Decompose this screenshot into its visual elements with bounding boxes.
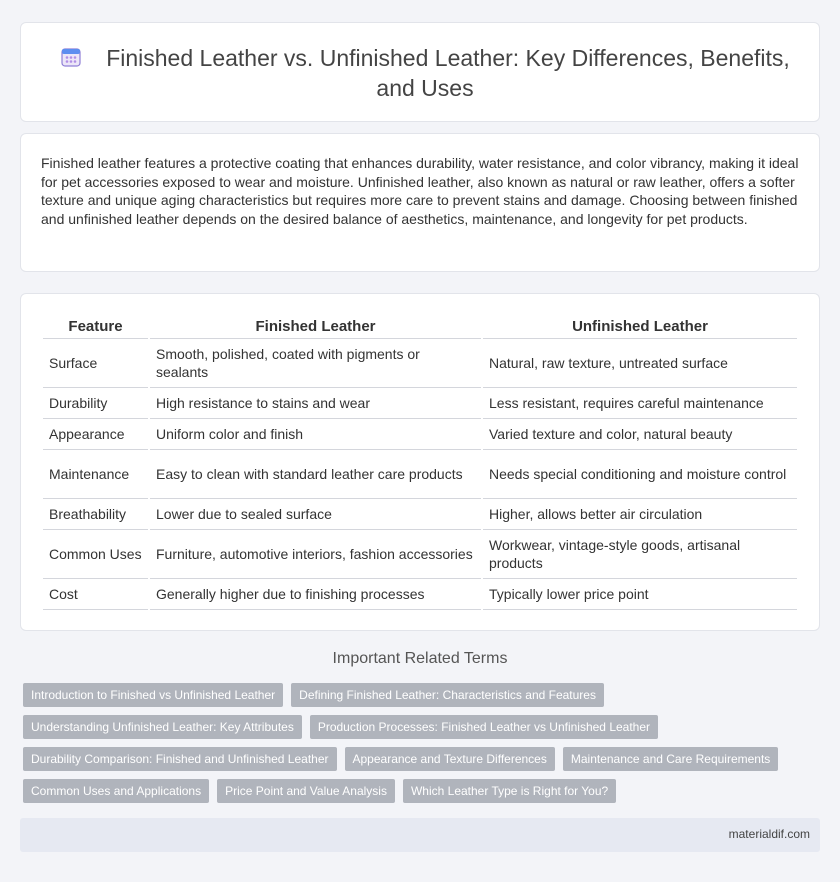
header-finished: Finished Leather — [150, 314, 481, 339]
finished-cell: Smooth, polished, coated with pigments or sealants — [150, 339, 481, 388]
finished-cell: Lower due to sealed surface — [150, 499, 481, 530]
related-term-tag[interactable]: Understanding Unfinished Leather: Key Attributes — [23, 715, 302, 739]
intro-paragraph: Finished leather features a protective coating that enhances durability, water resistance, and color vibrancy, making it ideal for pet accessories exposed to wear and moisture. Unfinished leather, also known as natural or raw leather, offers a softer texture and unique aging characteristics but requires more care to prevent stains and damage. Choosing between finished and unfinished leather depends on the desired balance of aesthetics, maintenance, and longevity for pet products. — [41, 155, 799, 227]
table-header-row — [43, 314, 797, 339]
tag-row — [23, 747, 813, 771]
footer — [20, 818, 820, 852]
related-term-tag[interactable]: Common Uses and Applications — [23, 779, 209, 803]
unfinished-cell: Less resistant, requires careful maintenance — [483, 388, 797, 419]
unfinished-cell: Natural, raw texture, untreated surface — [483, 339, 797, 388]
table-row — [43, 450, 797, 499]
tag-row — [23, 715, 813, 739]
feature-cell: Common Uses — [43, 530, 148, 579]
related-term-tag[interactable]: Production Processes: Finished Leather vs Unfinished Leather — [310, 715, 658, 739]
table-row — [43, 579, 797, 610]
related-term-tag[interactable]: Maintenance and Care Requirements — [563, 747, 778, 771]
footer-site[interactable]: materialdif.com — [728, 827, 810, 841]
unfinished-cell: Needs special conditioning and moisture control — [483, 450, 797, 499]
feature-cell: Appearance — [43, 419, 148, 450]
related-term-tag[interactable]: Defining Finished Leather: Characteristics and Features — [291, 683, 604, 707]
related-terms-list — [23, 683, 813, 811]
table-row — [43, 388, 797, 419]
intro-card — [20, 133, 820, 272]
table-row — [43, 530, 797, 579]
tag-row — [23, 779, 813, 803]
comparison-table — [41, 314, 799, 610]
related-term-tag[interactable]: Price Point and Value Analysis — [217, 779, 395, 803]
related-terms-title: Important Related Terms — [332, 650, 508, 667]
table-row — [43, 339, 797, 388]
feature-cell: Maintenance — [43, 450, 148, 499]
feature-cell: Surface — [43, 339, 148, 388]
header-unfinished: Unfinished Leather — [483, 314, 797, 339]
unfinished-cell: Workwear, vintage-style goods, artisanal products — [483, 530, 797, 579]
finished-cell: Furniture, automotive interiors, fashion accessories — [150, 530, 481, 579]
header-feature: Feature — [43, 314, 148, 339]
unfinished-cell: Typically lower price point — [483, 579, 797, 610]
related-term-tag[interactable]: Which Leather Type is Right for You? — [403, 779, 616, 803]
comparison-table-card — [20, 293, 820, 631]
unfinished-cell: Varied texture and color, natural beauty — [483, 419, 797, 450]
tag-row — [23, 683, 813, 707]
related-term-tag[interactable]: Introduction to Finished vs Unfinished Leather — [23, 683, 283, 707]
finished-cell: Easy to clean with standard leather care products — [150, 450, 481, 499]
feature-cell: Durability — [43, 388, 148, 419]
related-term-tag[interactable]: Durability Comparison: Finished and Unfinished Leather — [23, 747, 337, 771]
header-card — [20, 22, 820, 122]
feature-cell: Breathability — [43, 499, 148, 530]
page-title-wrap — [51, 43, 799, 103]
related-term-tag[interactable]: Appearance and Texture Differences — [345, 747, 555, 771]
table-row — [43, 419, 797, 450]
table-row — [43, 499, 797, 530]
page-title: Finished Leather vs. Unfinished Leather: Key Differences, Benefits, and Uses — [106, 45, 790, 101]
feature-cell: Cost — [43, 579, 148, 610]
finished-cell: High resistance to stains and wear — [150, 388, 481, 419]
finished-cell: Uniform color and finish — [150, 419, 481, 450]
unfinished-cell: Higher, allows better air circulation — [483, 499, 797, 530]
calendar-icon — [60, 46, 82, 68]
finished-cell: Generally higher due to finishing processes — [150, 579, 481, 610]
